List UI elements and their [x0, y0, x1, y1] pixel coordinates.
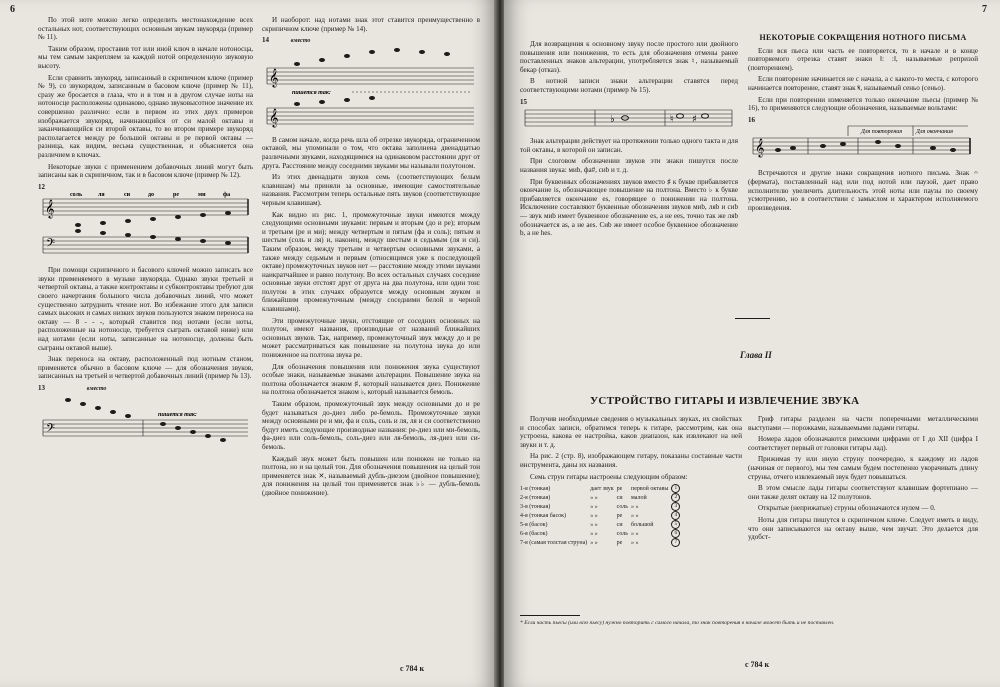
example-13 [38, 384, 253, 444]
string-verb: дает звук [590, 485, 614, 492]
string-verb: » » [590, 530, 598, 537]
instead-label: вместо [290, 38, 311, 45]
printer-signature: с 784 к [400, 664, 425, 673]
paragraph: Гриф гитары разделен на части поперечными металлическими выступами — порожками, называемыми ладами гитары. [748, 415, 978, 432]
string-row [520, 502, 683, 511]
chapter-title: Глава II [740, 350, 772, 360]
string-name: 4-я (тонкая басок) [520, 512, 567, 519]
paragraph: Открытые (неприжатые) струны обозначаются нулем — 0. [758, 504, 936, 513]
page-number: 6 [10, 4, 15, 15]
string-octave: малой [630, 494, 647, 501]
page-number: 7 [982, 4, 987, 15]
divider [735, 318, 770, 319]
right-column-2 [748, 30, 978, 215]
example-15 [520, 98, 738, 133]
svg-text:♮: ♮ [670, 114, 674, 126]
string-number-circle: 4 [671, 511, 680, 520]
paragraph: В самом начале, когда речь шла об отрезке звукоряда, ограниченном октавой, мы упоминали о том, что октава заполнена двенадцатью различными звуками, находящимися на одинаковом расстоянии друг от друга. Расстояние между соседними звуками мы называли полутоном. [262, 135, 480, 170]
string-octave: большой [630, 521, 654, 528]
paragraph: Как видно из рис. 1, промежуточные звуки имеются между следующими основными звуками: первым и вторым (до и ре); вторым и третьим (ре и ми); между четвертым и пятым (фа и соль); пятым и шестым (соль и ля) и, наконец, между шестым и седьмым (ля и си). Таким образом, между третьим и четвертым основными звуками, а также между седьмым и первым (относящимся уже к последующей октаве) промежуточных звуков нет — расстояние между этими звуками наикратчайшее и равно полутону. Во всех остальных случаях соседние основные звуки отстоят друг от друга на два полутона, или один тон: полутон в этих случаях образуется между основным звуком и ближайшим промежуточным (между соседними белой и черной клавишами). [262, 210, 480, 314]
paragraph: Из этих двенадцати звуков семь (соответствующих белым клавишам) мы приняли за основные, имеющие самостоятельные названия. Рассмотрим теперь остальные пять звуков (соответствующие черным клавишам). [262, 173, 480, 207]
paragraph: Если повторение начинается не с начала, а с какого-то места, с которого начинается повторение, ставят знак 𝄋, называемый сеньо (сеньо). [748, 75, 978, 92]
string-row [520, 511, 683, 520]
instead-label: вместо [86, 386, 107, 392]
paragraph: Если при повторении изменяется только окончание пьесы (пример № 16), то применяются следующие обозначения, называемые вольтами: [748, 95, 978, 113]
string-verb: » » [590, 521, 598, 528]
paragraph: На рис. 2 (стр. 8), изображающем гитару, показаны составные части инструмента, даны их названия. [520, 452, 742, 469]
string-name: 2-я (тонкая) [520, 494, 551, 501]
left-column-1 [38, 16, 253, 449]
section-title: УСТРОЙСТВО ГИТАРЫ И ИЗВЛЕЧЕНИЕ ЗВУКА [590, 395, 860, 407]
string-number-circle: 3 [671, 502, 680, 511]
string-octave: » » [630, 539, 639, 546]
printer-signature: с 784 к [745, 660, 770, 669]
paragraph: Таким образом, проставив тот или иной ключ в начале нотоносца, мы тем самым закрепляем за каждой нотой определенную звуковую высоту. [38, 44, 253, 70]
note-name: ре [173, 192, 179, 199]
string-number-circle: 7 [671, 538, 680, 547]
music-staff [748, 124, 976, 164]
string-note: си [616, 494, 623, 501]
paragraph: При слоговом обозначении звуков эти знаки пишутся после названия звука: миb, фа#, сиb и т. д. [520, 157, 738, 174]
string-name: 6-я (басок) [520, 530, 548, 537]
string-number-circle: 6 [671, 529, 680, 538]
section-heading: НЕКОТОРЫЕ СОКРАЩЕНИЯ НОТНОГО ПИСЬМА [759, 33, 967, 42]
note-name: ми [198, 192, 206, 199]
string-note: соль [616, 503, 628, 510]
paragraph: Некоторые звуки с применением добавочных линий могут быть записаны как в скрипичном, так и в басовом ключе (пример № 12). [38, 162, 253, 180]
string-row [520, 520, 683, 529]
string-name: 5-я (басок) [520, 521, 548, 528]
string-name: 3-я (тонкая) [520, 503, 551, 510]
paragraph: Ноты для гитары пишутся в скрипичном ключе. Следует иметь в виду, что они записываются на октаву выше, чем звучат. Это делается для удобст- [748, 515, 978, 542]
right-column-1 [520, 40, 738, 241]
written-label: пишется так: [158, 411, 197, 418]
music-staff-pair [38, 191, 253, 261]
right-column-3 [520, 415, 742, 547]
example-number: 13 [38, 384, 45, 392]
string-octave: » » [630, 503, 639, 510]
svg-text:𝄢: 𝄢 [46, 237, 56, 254]
paragraph: По этой ноте можно легко определить местонахождение всех остальных нот, соответствующих основным звукам звукоряда (пример № 11). [38, 16, 253, 42]
string-octave: » » [630, 530, 639, 537]
string-octave: » » [630, 512, 639, 519]
string-row [520, 484, 683, 493]
paragraph: Каждый звук может быть повышен или понижен не только на полтона, но и на целый тон. Для обозначения повышения на целый тон применяется знак ✕, называемый дубль-диезом (двойное повышение); для понижения на целый тон применяется знак ♭♭ — дубль-бемоль (двойное понижение). [262, 454, 480, 497]
music-staff-pair [262, 46, 480, 131]
string-number-circle: 1 [671, 484, 680, 493]
strings-table [520, 484, 683, 547]
volta-2-label: Для окончания [916, 129, 953, 136]
paragraph: В нотной записи знаки альтерации ставятся перед соответствующими нотами (пример № 15). [520, 77, 738, 94]
note-name: фа [223, 192, 231, 199]
left-column-2 [262, 16, 480, 501]
example-14 [262, 36, 480, 131]
string-row [520, 538, 683, 547]
example-16 [748, 116, 978, 165]
string-note: си [616, 521, 623, 528]
string-number-circle: 5 [671, 520, 680, 529]
volta-1-label: Для повторения [861, 129, 903, 136]
paragraph: Прижимая ту или иную струну поочередно, к каждому из ладов (начиная от первого), мы тем самым будем постепенно укорачивать длину струны, отчего извлекаемый звук будет повышаться. [748, 455, 978, 481]
svg-text:𝄞: 𝄞 [45, 199, 55, 219]
paragraph: Для возвращения к основному звуку после простого или двойного повышения или понижения, то есть для обозначения отмены ранее поставленных знаков альтерации, употребляется знак ♮, называемый бекар (отказ). [520, 40, 738, 74]
string-note: соль [616, 530, 628, 537]
string-note: ре [616, 539, 623, 546]
paragraph: Получив необходимые сведения о музыкальных звуках, их свойствах и способах записи, обратимся теперь к гитаре, рассмотрим, как она устроена, какова ее настройка, каков диапазон, как извлекают на ней звуки и т. д. [520, 415, 742, 449]
string-name: 1-я (тонкая) [520, 485, 551, 492]
paragraph: Таким образом, промежуточный звук между основными до и ре будет называться до-диез либо ре-бемоль. Промежуточные звуки между основными ре и ми, фа и соль, соль и ля, ля и си соответственно будут иметь следующие производные названия: ре-диез или ми-бемоль, фа-диез или соль-бемоль, соль-диез или ля-бемоль, ля-диез или си-бемоль. [262, 400, 480, 451]
paragraph: Встречаются и другие знаки сокращения нотного письма. Знак 𝄐 (фермата), поставленный над или под нотой или паузой, дает право исполнителю увеличить длительность этой ноты или паузы по своему усмотрению, но в соответствии с замыслом и характером исполняемого произведения. [748, 169, 978, 212]
written-label: пишется так: [292, 89, 331, 96]
paragraph: При помощи скрипичного и басового ключей можно записать все звуки применяемого в музыке звукоряда. Однако звуки третьей и четвертой октавы, а также контроктавы и субконтроктавы требуют для своего начертания большого числа добавочных линий, что может существенно затруднить чтение нот. Во избежание этого для записи самых высоких и самых низких звуков пользуются знаком переноса на октаву — 8 - - -, который ставится под нотами (если ноты, расположенные на нотоносце, требуется сыграть октавой ниже) или над нотами (если ноты, записанные на нотоносце, должны быть сыграны октавой выше). [38, 266, 253, 352]
svg-text:𝄞: 𝄞 [269, 67, 279, 87]
footnote-rule [520, 615, 580, 616]
footnote: * Если часть пьесы (или всю пьесу) нужно повторить с самого начала, то знак повторения в начале может быть и не поставлен. [520, 620, 835, 626]
svg-text:♯: ♯ [692, 114, 697, 126]
paragraph: Знак переноса на октаву, расположенный под нотным станом, применяется обычно в басовом ключе — для обозначения звуков, записанных на третьей и четвертой добавочных линий (пример № 13). [38, 355, 253, 381]
example-12 [38, 183, 253, 262]
svg-text:𝄢: 𝄢 [46, 421, 56, 438]
svg-text:♭: ♭ [610, 114, 615, 126]
note-name: до [148, 192, 155, 199]
example-number: 14 [262, 36, 269, 45]
string-verb: » » [590, 512, 598, 519]
string-verb: » » [590, 494, 598, 501]
paragraph: Если вся пьеса или часть ее повторяется, то в начале и в конце повторяемого отрезка ставят знаки ‖: :‖, называемые репризой (повторением). [748, 46, 978, 72]
string-note: ре [616, 485, 623, 492]
paragraph: Если сравнить звукоряд, записанный в скрипичном ключе (пример № 9), со звукорядом, записанным в басовом ключе (пример № 11), сразу же бросается в глаза, что и в том и в другом случае ноты на нотоносце расположены одинаково, однако звуковысотное значение их совершенно различно: если в первом из этих двух примеров изображается звукоряд, начинающийся от си малой октавы и заканчивающийся си второй октавы, то во втором примере звукоряд располагается между ре большой октавы и ре первой октавы — разница, как видим, весьма существенная, и объясняется она различием в ключах. [38, 73, 253, 159]
left-page [0, 0, 496, 687]
note-name: соль [70, 192, 83, 199]
right-column-4 [748, 415, 978, 545]
svg-text:𝄞: 𝄞 [755, 138, 765, 158]
music-staff [38, 394, 253, 444]
paragraph: Для обозначения повышения или понижения звука существуют особые знаки, называемые знаками альтерации. Повышение звука на полтона обозначается знаком ♯, который называется диез. Понижение на полтона обозначается знаком ♭, который называется бемоль. [262, 362, 480, 397]
note-name: си [124, 192, 131, 199]
string-verb: » » [590, 539, 598, 546]
string-octave: первой октавы [630, 485, 669, 492]
note-name: ля [98, 192, 105, 199]
string-verb: » » [590, 503, 598, 510]
example-number: 15 [520, 97, 527, 106]
string-number-circle: 2 [671, 493, 680, 502]
paragraph: При буквенных обозначениях звуков вместо ♯ к букве прибавляется окончание is, обозначающее повышение на полтона. Вместо ♭ к букве прибавляется окончание es, говорящее о понижении на полтона. Исключение составляют буквенные обозначения звуков миb, ляb и сиb — звук миb имеет буквенное обозначение es, а не ees, точно так же ляb обозначается as, а не aes. Сиb же имеет особое буквенное обозначение b, а не hes. [520, 177, 738, 238]
paragraph: Эти промежуточные звуки, отстоящие от соседних основных на полутон, имеют названия, производные от названий ближайших основных звуков. Так, например, промежуточный звук между до и ре может рассматриваться как повышение на полутона звука до или пониженное на полтона звука ре. [262, 316, 480, 360]
paragraph: Номера ладов обозначаются римскими цифрами от I до XII (цифра I соответствует первый от головки гитары лад). [748, 435, 978, 452]
string-row [520, 493, 683, 502]
paragraph: Знак альтерации действует на протяжении только одного такта и для той октавы, в которой он записан. [520, 137, 738, 154]
paragraph: В этом смысле лады гитары соответствуют клавишам фортепиано — они также делят октаву на 12 полутонов. [748, 484, 978, 501]
example-number: 12 [38, 182, 45, 191]
string-row [520, 529, 683, 538]
example-number: 16 [748, 115, 755, 124]
music-staff [520, 106, 738, 132]
string-note: ре [616, 512, 623, 519]
paragraph: И наоборот: над нотами знак этот ставится преимущественно в скрипичном ключе (пример № 14). [262, 16, 480, 33]
paragraph: Семь струн гитары настроены следующим образом: [530, 472, 688, 481]
string-name: 7-я (самая толстая струна) [520, 539, 588, 546]
svg-text:𝄞: 𝄞 [269, 107, 279, 127]
